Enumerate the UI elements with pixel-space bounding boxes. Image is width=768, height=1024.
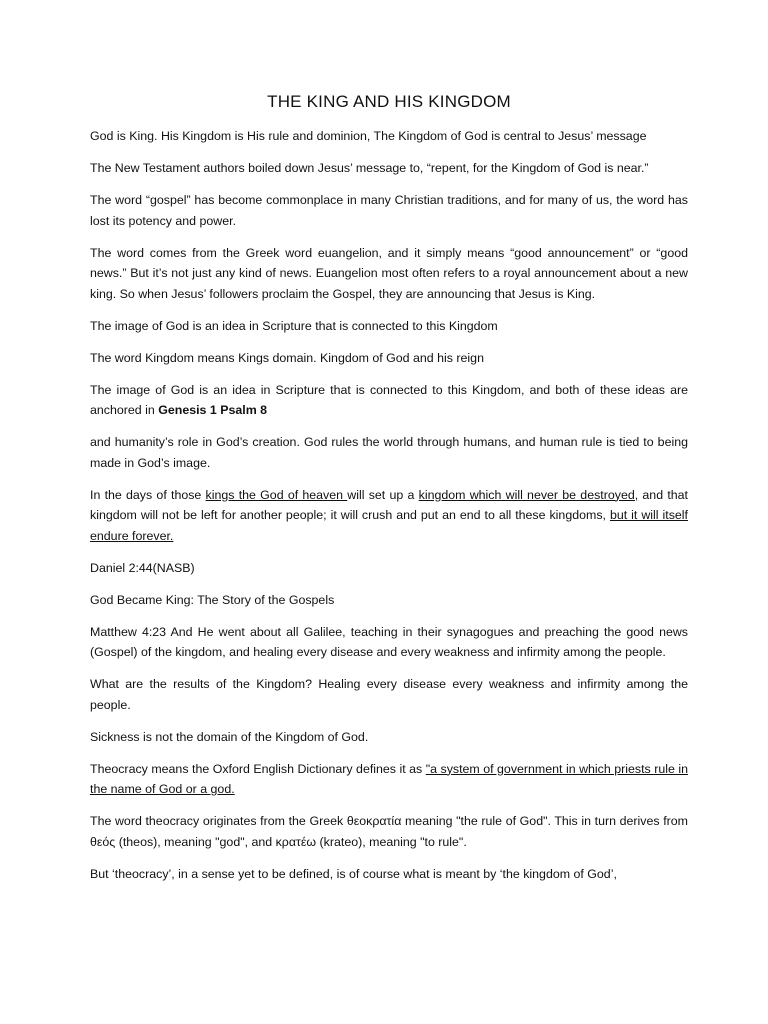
paragraph-2: The New Testament authors boiled down Jesus’ message to, “repent, for the Kingdom of God is near.” (90, 161, 649, 175)
document-page (90, 92, 688, 896)
paragraph-8: and humanity’s role in God’s creation. God rules the world through humans, and human rule is tied to being made in God’s image. (90, 435, 688, 470)
paragraph-6: The word Kingdom means Kings domain. Kingdom of God and his reign (90, 350, 484, 365)
paragraph-12: Matthew 4:23 And He went about all Galilee, teaching in their synagogues and preaching the good news (Gospel) of the kingdom, and healing every disease and every weakness and infirmity among the people. (90, 624, 688, 659)
paragraph-16: The word theocracy originates from the Greek θεοκρατία meaning "the rule of God". This in turn derives from θεός (theos), meaning "god", and κρατέω (krateo), meaning "to rule". (90, 814, 688, 849)
paragraph-1: God is King. His Kingdom is His rule and dominion, The Kingdom of God is central to Jesus’ message (90, 129, 647, 143)
paragraph-9-part-a: In the days of those (90, 487, 206, 502)
paragraph-9-part-c: will set up a (347, 487, 419, 502)
paragraph-10: Daniel 2:44(NASB) (90, 560, 195, 575)
paragraph-5: The image of God is an idea in Scripture that is connected to this Kingdom (90, 318, 498, 333)
underlined-phrase-kingdom: kingdom which will never be destroyed, (418, 487, 639, 502)
underlined-definition: "a system of government in which priests rule in the name of God or a god. (90, 761, 688, 796)
paragraph-7-text: The image of God is an idea in Scripture that is connected to this Kingdom, and both of these ideas are anchored in (90, 382, 688, 417)
paragraph-7 (90, 380, 688, 421)
paragraph-9 (90, 485, 688, 547)
underlined-phrase-endure: but it will itself endure forever. (90, 508, 689, 543)
paragraph-4: The word comes from the Greek word euangelion, and it simply means “good announcement” or “good news.” But it’s not just any kind of news. Euangelion most often refers to a royal announcement about a new king. So when Jesus’ followers proclaim the Gospel, they are announcing that Jesus is King. (90, 245, 688, 301)
underlined-phrase-kings: kings the God of heaven (205, 487, 348, 502)
paragraph-3: The word “gospel” has become commonplace in many Christian traditions, and for many of us, the word has lost its potency and power. (90, 193, 688, 228)
page-title: THE KING AND HIS KINGDOM (267, 92, 511, 111)
paragraph-13: What are the results of the Kingdom? Healing every disease every weakness and infirmity among the people. (90, 677, 688, 712)
paragraph-15-part-a: Theocracy means the Oxford English Dictionary defines it as (90, 761, 426, 776)
scripture-reference: Genesis 1 Psalm 8 (158, 403, 268, 417)
paragraph-15 (90, 759, 688, 800)
paragraph-11: God Became King: The Story of the Gospels (90, 592, 335, 607)
paragraph-17: But ‘theocracy’, in a sense yet to be defined, is of course what is meant by ‘the kingdom of God’, (90, 866, 617, 881)
paragraph-9-part-e: and that kingdom will not be left for another people; it will crush and put an end to all these kingdoms, (90, 487, 688, 522)
paragraph-14: Sickness is not the domain of the Kingdom of God. (90, 729, 369, 744)
